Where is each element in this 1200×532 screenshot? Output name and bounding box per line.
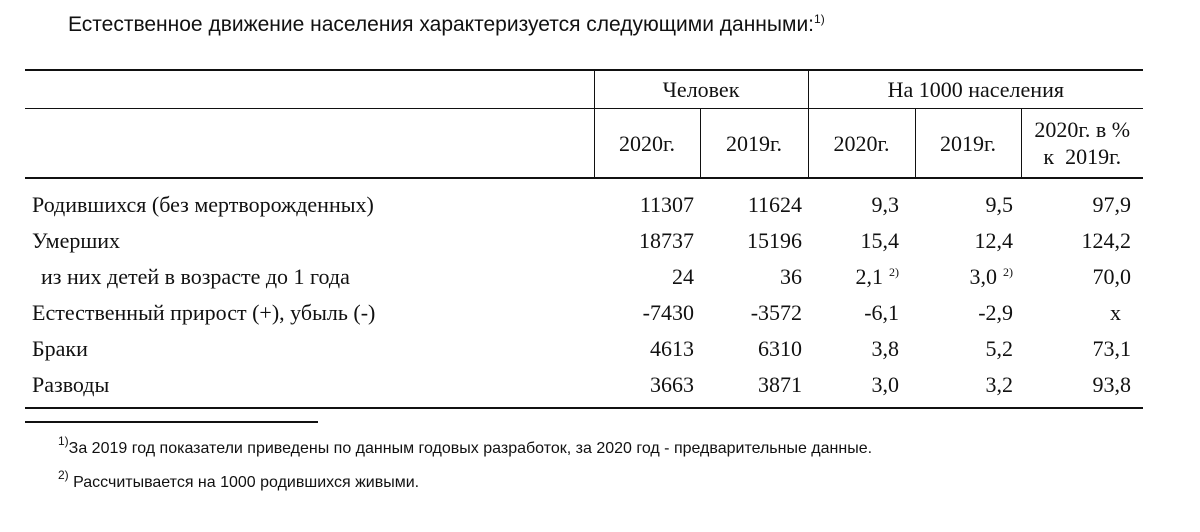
footnote-mark: 1)	[58, 434, 69, 448]
cell-value: 6310	[758, 336, 803, 361]
page-title	[68, 8, 825, 44]
footnote-text: За 2019 год показатели приведены по данным годовых разработок, за 2020 год - предварительные данные.	[68, 440, 873, 457]
cell-footnote-ref: 2)	[889, 265, 900, 279]
cell-value: 3,0	[969, 264, 998, 289]
row-label: Разводы	[25, 367, 594, 408]
table-row	[25, 223, 1143, 259]
cell-value-with-note	[808, 259, 915, 295]
cell-value: 9,3	[871, 192, 900, 217]
header-col-percent-line2: к 2019г.	[1043, 144, 1122, 169]
cell-value: 24	[672, 264, 694, 289]
cell-value: 12,4	[974, 228, 1014, 253]
cell-value: 97,9	[1092, 192, 1132, 217]
cell-value: 5,2	[985, 336, 1014, 361]
cell-value: х	[1110, 300, 1122, 325]
cell-value: 73,1	[1092, 336, 1132, 361]
table-row	[25, 331, 1143, 367]
footnote-1	[58, 434, 873, 458]
table-row	[25, 178, 1143, 223]
cell-value-with-note	[915, 259, 1021, 295]
row-label: Родившихся (без мертворожденных)	[32, 192, 374, 217]
cell-value: 4613	[650, 336, 694, 361]
population-table	[25, 69, 1143, 409]
header-col-2020-persons: 2020г.	[594, 109, 700, 179]
cell-value: 11624	[747, 192, 803, 217]
cell-value: 2,1	[855, 264, 884, 289]
cell-value: -3572	[750, 300, 803, 325]
header-col-2020-rate: 2020г.	[808, 109, 915, 179]
footnote-separator	[25, 421, 318, 423]
header-blank	[25, 70, 594, 109]
cell-value: 18737	[639, 228, 694, 253]
cell-value: 93,8	[1021, 367, 1143, 408]
header-col-2019-persons: 2019г.	[700, 109, 808, 179]
row-label: Браки	[32, 336, 88, 361]
cell-value: 11307	[639, 192, 694, 217]
cell-value: 15196	[747, 228, 803, 253]
title-footnote-ref: 1)	[814, 12, 825, 26]
cell-value: 9,5	[985, 192, 1014, 217]
title-text: Естественное движение населения характеризуется следующими данными:	[68, 13, 815, 36]
cell-value: 3,0	[808, 367, 915, 408]
cell-value: 3871	[700, 367, 808, 408]
cell-value: 36	[780, 264, 803, 289]
cell-value: -2,9	[978, 300, 1014, 325]
row-label: Умерших	[32, 228, 121, 253]
cell-value: 3663	[594, 367, 700, 408]
cell-value: 3,2	[915, 367, 1021, 408]
row-label: из них детей в возрасте до 1 года	[41, 264, 350, 289]
row-label: Естественный прирост (+), убыль (-)	[32, 300, 376, 325]
footnote-text: Рассчитывается на 1000 родившихся живыми.	[68, 474, 420, 491]
cell-footnote-ref: 2)	[1003, 265, 1014, 279]
header-group-per-1000: На 1000 населения	[808, 70, 1143, 109]
header-group-persons: Человек	[594, 70, 808, 109]
cell-value: 124,2	[1081, 228, 1132, 253]
table-row	[25, 259, 1143, 295]
header-col-percent	[1021, 109, 1143, 179]
table-row	[25, 367, 1143, 408]
cell-value: 70,0	[1092, 264, 1132, 289]
header-col-2019-rate: 2019г.	[915, 109, 1021, 179]
footnote-2	[58, 468, 420, 492]
cell-value: 3,8	[871, 336, 900, 361]
footnote-mark: 2)	[58, 468, 69, 482]
header-blank-2	[25, 109, 594, 179]
header-col-percent-line1: 2020г. в %	[1034, 117, 1131, 142]
cell-value: -6,1	[864, 300, 900, 325]
table-row	[25, 295, 1143, 331]
cell-value: 15,4	[860, 228, 900, 253]
cell-value: -7430	[642, 300, 694, 325]
